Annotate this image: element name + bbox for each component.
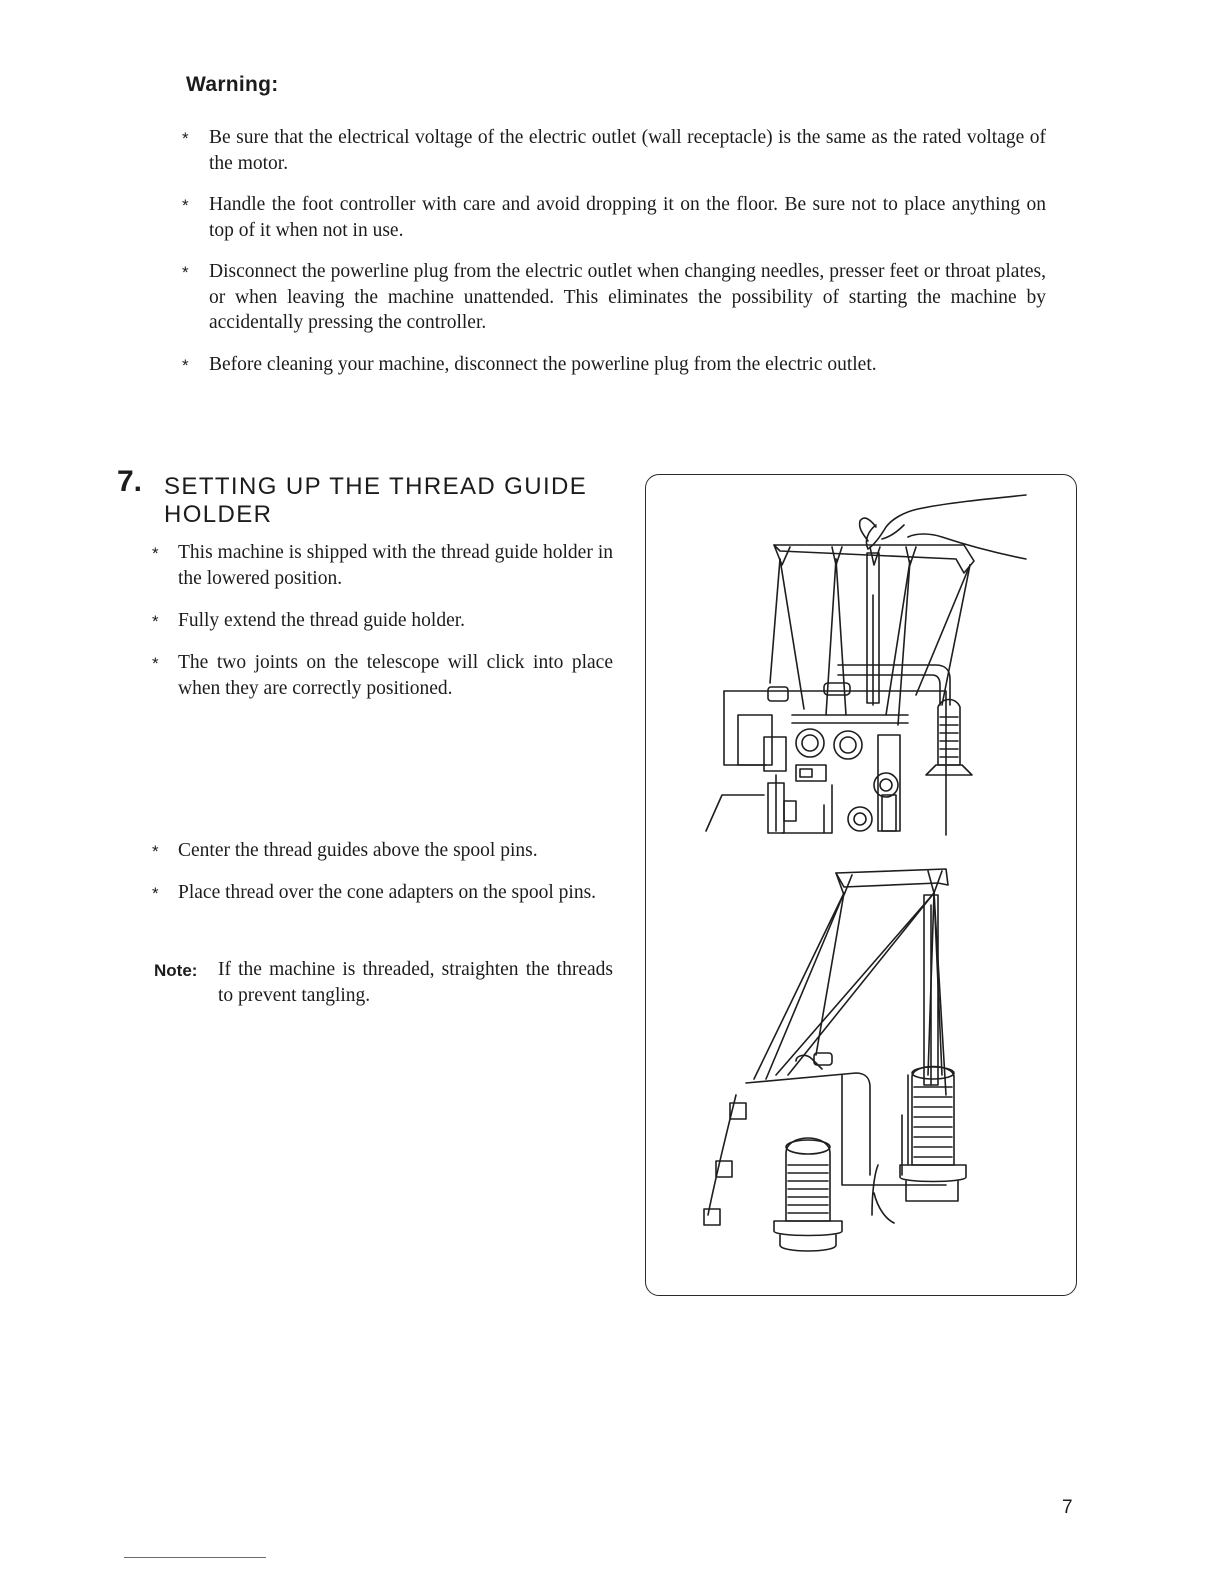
step-item: * The two joints on the telescope will click into place when they are correctly positioned. bbox=[152, 650, 613, 702]
warning-item: * Be sure that the electrical voltage of the electric outlet (wall receptacle) is the same as the rated voltage of the motor. bbox=[182, 125, 1046, 176]
warning-item: * Handle the foot controller with care and avoid dropping it on the floor. Be sure not to place anything on top of it when not in use. bbox=[182, 192, 1046, 243]
page-number: 7 bbox=[1062, 1497, 1073, 1518]
note bbox=[154, 957, 613, 1009]
warning-item: * Before cleaning your machine, disconnect the powerline plug from the electric outlet. bbox=[182, 352, 1046, 378]
footer-rule bbox=[124, 1557, 266, 1558]
machine-top-drawing bbox=[706, 495, 1026, 835]
step-item: * Center the thread guides above the spool pins. bbox=[152, 838, 613, 864]
illustration-frame bbox=[645, 474, 1077, 1296]
steps-list-bottom bbox=[152, 838, 613, 922]
section-number: 7. bbox=[117, 465, 143, 498]
spool-closeup-drawing bbox=[704, 869, 966, 1251]
warning-list bbox=[182, 125, 1046, 393]
warning-item: * Disconnect the powerline plug from the electric outlet when changing needles, presser feet or throat plates, or when leaving the machine unattended. This eliminates the possibility of starting the machine by accidentally pressing the controller. bbox=[182, 259, 1046, 336]
note-label: Note: bbox=[154, 961, 198, 980]
thread-guide-illustration bbox=[646, 475, 1077, 1296]
section-title: SETTING UP THE THREAD GUIDE HOLDER bbox=[164, 473, 588, 528]
note-text: If the machine is threaded, straighten the threads to prevent tangling. bbox=[218, 959, 613, 1006]
steps-list-top bbox=[152, 540, 613, 718]
warning-heading: Warning: bbox=[186, 73, 279, 96]
step-item: * This machine is shipped with the thread guide holder in the lowered position. bbox=[152, 540, 613, 592]
step-item: * Place thread over the cone adapters on the spool pins. bbox=[152, 880, 613, 906]
step-item: * Fully extend the thread guide holder. bbox=[152, 608, 613, 634]
